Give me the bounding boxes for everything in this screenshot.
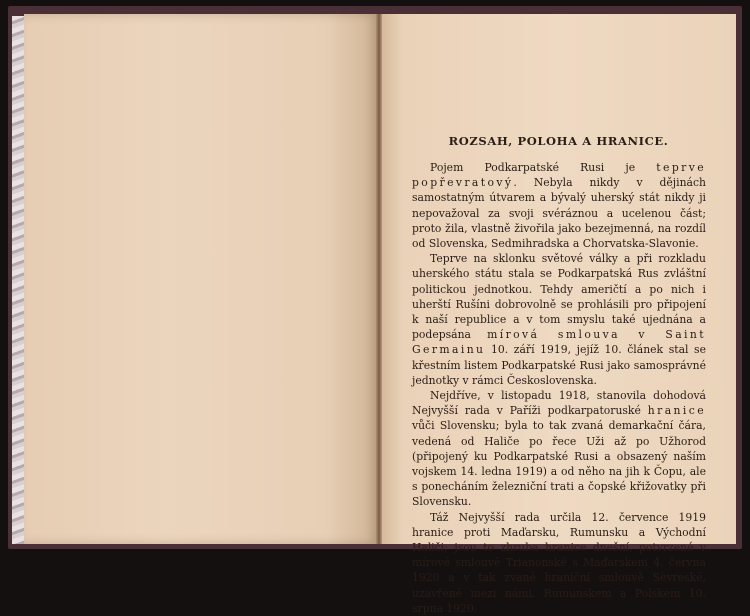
text-run: Teprve na sklonku světové války a při rozkladu uherského státu stala se Podkarpatská Rus zvláštní politickou jednotkou. Tehdy američtí a po nich i uherští Rušíni dobrovolně se prohlásili pro připojení k naší republice a v tom smyslu také ujednána a podepsána — [412, 252, 706, 342]
left-page — [24, 14, 379, 544]
text-run: . Nebyla nikdy v dějinách samostatným útvarem a bývalý uherský stát nikdy ji nepovažoval za svoji svéráznou a ucelenou část; proto žila, vlastně živořila jako bezejmenná, na rozdíl od Slovenska, Sedmihradska a Chorvatska-Slavonie. — [412, 176, 706, 251]
text-run: Nejdříve, v listopadu 1918, stanovila dohodová Nejvyšší rada v Paříži podkarpatoruské — [412, 389, 706, 418]
paragraph — [412, 388, 706, 510]
text-run: vůči Slovensku; byla to tak zvaná demarkační čára, vedená od Haliče po řece Uži až po Užhorod (připojený ku Podkarpatské Rusi a obsazený naším vojskem 14. ledna 1919) a od něho na jih k Čopu, ale s ponecháním železniční trati a čopské křižovatky při Slovensku. — [412, 419, 706, 509]
text-run: Táž Nejvyšší rada určila 12. července 1919 hranice proti Maďarsku, Rumunsku a Východní Haliči; jsou to zhruba hranice dnešní, potvrzené v mírové smlouvě Trianonské s Maďarskem 4. června 1920 a v tak zvané hraniční smlouvě Sèvreské, uzavřené mezi námi, Rumunskem a Polskem 10. srpna 1920. — [412, 510, 706, 615]
body-text — [412, 160, 706, 616]
chapter-heading: ROZSAH, POLOHA A HRANICE. — [448, 134, 669, 148]
paragraph — [412, 251, 706, 388]
emphasized-text: hranice — [647, 404, 706, 418]
text-run: 10. září 1919, jejíž 10. článek stal se křestním listem Podkarpatské Rusi jako samosprávné jednotky v rámci Československa. — [412, 343, 706, 387]
paragraph — [412, 160, 706, 251]
text-run: Pojem Podkarpatské Rusi je — [430, 161, 657, 174]
book-gutter — [376, 14, 382, 544]
emphasized-text: mírová smlouva v Saint Germainu — [412, 328, 706, 357]
emphasized-text: teprve popřevratový — [412, 161, 706, 190]
paragraph — [412, 510, 706, 616]
